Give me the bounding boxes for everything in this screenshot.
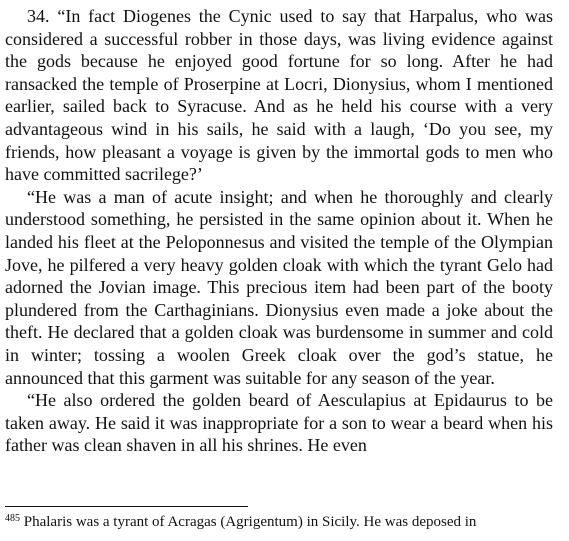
- footnote-divider: [5, 506, 248, 507]
- paragraph-aesculapius-beard: “He also ordered the golden beard of Aesculapius at Epidaurus to be taken away. He said it was inappropriate for a son to wear a beard when his father was clean shaven in all his shrines. He even: [5, 390, 553, 456]
- footnote-number: 485: [5, 513, 20, 524]
- footnote-485: [5, 513, 565, 541]
- footnote-text: Phalaris was a tyrant of Acragas (Agrigentum) in Sicily. He was deposed in: [20, 514, 477, 530]
- document-body: [5, 5, 553, 457]
- paragraph-dionysius-insight: “He was a man of acute insight; and when he thoroughly and clearly understood something, he persisted in the same opinion about it. When he landed his fleet at the Peloponnesus and visited the temple of the Olympian Jove, he pilfered a very heavy golden cloak with which the tyrant Gelo had adorned the Jovian image. This precious item had been part of the booty plundered from the Carthaginians. Dionysius even made a joke about the theft. He declared that a golden cloak was burdensome in summer and cold in winter; tossing a woolen Greek cloak over the god’s statue, he announced that this garment was suitable for any season of the year.: [5, 186, 553, 388]
- paragraph-34: 34. “In fact Diogenes the Cynic used to say that Harpalus, who was considered a successful robber in those days, was living evidence against the gods because he enjoyed good fortune for so long. After he had ransacked the temple of Proserpine at Locri, Dionysius, whom I mentioned earlier, sailed back to Syracuse. And as he held his course with a very advantageous wind in his sails, he said with a laugh, ‘Do you see, my friends, how pleasant a voyage is given by the immortal gods to men who have committed sacrilege?’: [5, 6, 553, 185]
